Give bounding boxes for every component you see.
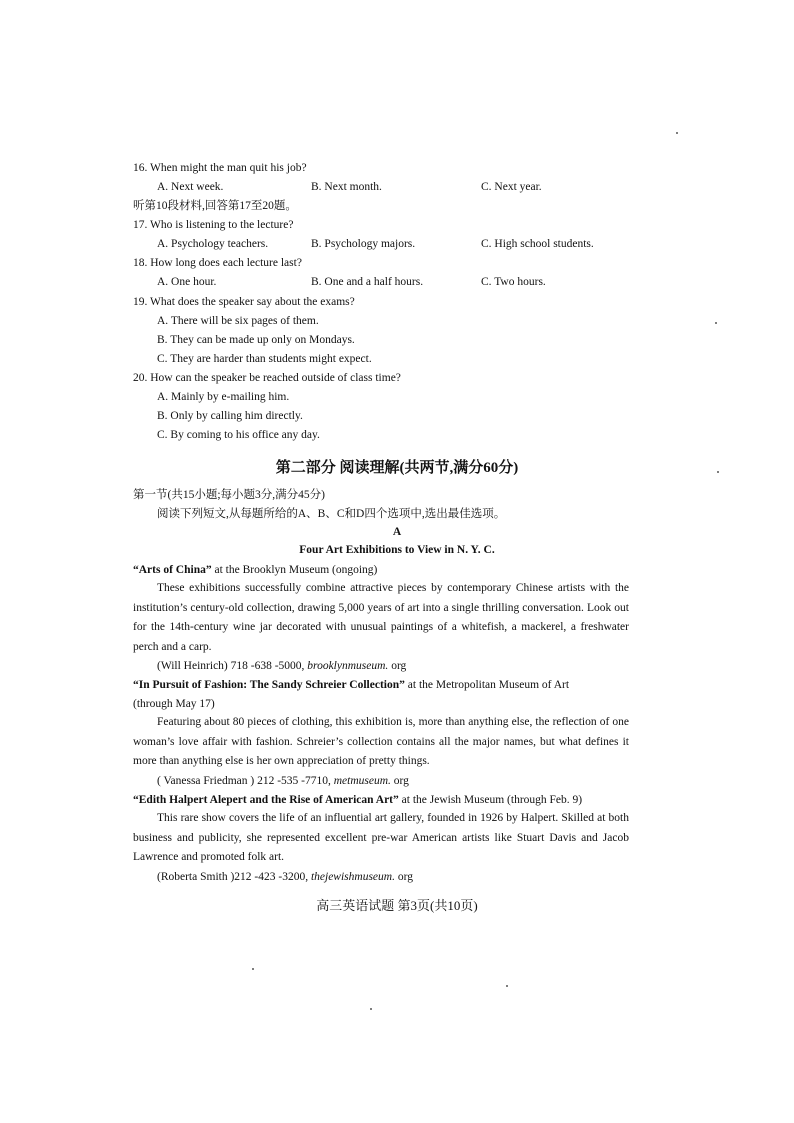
question-19-stem: 19. What does the speaker say about the exams? <box>133 296 355 308</box>
question-19-option-b: B. They can be made up only on Mondays. <box>157 334 355 346</box>
exhibition-3-website-tld: org <box>394 871 413 883</box>
exhibition-1-contact-info: (Will Heinrich) 718 -638 -5000, <box>157 660 308 672</box>
exhibition-2-website-tld: org <box>390 775 409 787</box>
scan-speck <box>676 132 678 134</box>
question-17-option-a: A. Psychology teachers. <box>157 238 269 250</box>
exhibition-2-heading <box>133 678 569 692</box>
exhibition-1-website-tld: org <box>388 660 407 672</box>
exhibition-3-contact-info: (Roberta Smith )212 -423 -3200, <box>157 871 311 883</box>
page-footer: 高三英语试题 第3页(共10页) <box>316 898 478 913</box>
exhibition-3-description: This rare show covers the life of an influential art gallery, founded in 1926 by Halpert. Skilled at both business and publicity, she represented excellent pre-war American artists like Stuart Davis and Jacob Lawrence and promoted folk art. <box>133 812 629 863</box>
exhibition-1-venue: at the Brooklyn Museum (ongoing) <box>211 564 378 576</box>
question-19-option-a: A. There will be six pages of them. <box>157 315 319 327</box>
question-16-option-a: A. Next week. <box>157 181 224 193</box>
reading-instruction: 阅读下列短文,从每题所给的A、B、C和D四个选项中,选出最佳选项。 <box>157 508 506 520</box>
question-20-option-b: B. Only by calling him directly. <box>157 410 303 422</box>
question-20-option-a: A. Mainly by e-mailing him. <box>157 391 290 403</box>
exhibition-1-website: brooklynmuseum. <box>307 660 389 672</box>
exhibition-2-venue: at the Metropolitan Museum of Art <box>404 679 570 691</box>
exhibition-3-website: thejewishmuseum. <box>310 871 395 883</box>
part-two-title: 第二部分 阅读理解(共两节,满分60分) <box>275 460 519 476</box>
exhibition-1-heading <box>133 563 377 577</box>
listening-section-note: 听第10段材料,回答第17至20题。 <box>133 200 297 212</box>
exhibition-2-name: “In Pursuit of Fashion: The Sandy Schreier Collection” <box>133 679 405 691</box>
exhibition-2-contact-info: ( Vanessa Friedman ) 212 -535 -7710, <box>157 775 334 787</box>
question-18-option-a: A. One hour. <box>157 276 217 288</box>
question-16-option-c: C. Next year. <box>481 181 542 193</box>
question-17-stem: 17. Who is listening to the lecture? <box>133 219 294 231</box>
question-18-option-b: B. One and a half hours. <box>311 276 424 288</box>
question-19-option-c: C. They are harder than students might expect. <box>157 353 372 365</box>
scan-speck <box>506 985 508 987</box>
question-20-stem: 20. How can the speaker be reached outside of class time? <box>133 372 401 384</box>
question-18-stem: 18. How long does each lecture last? <box>133 257 302 269</box>
scan-speck <box>370 1008 372 1010</box>
exhibition-2-contact <box>157 774 409 788</box>
section-one-header: 第一节(共15小题;每小题3分,满分45分) <box>133 489 325 501</box>
exhibition-3-name: “Edith Halpert Alepert and the Rise of American Art” <box>133 794 399 806</box>
question-16-option-b: B. Next month. <box>311 181 382 193</box>
exhibition-3-contact <box>157 870 413 884</box>
exhibition-3-venue: at the Jewish Museum (through Feb. 9) <box>398 794 583 806</box>
exhibition-2-description: Featuring about 80 pieces of clothing, this exhibition is, more than anything else, the reflection of one woman’s love affair with fashion. Schreier’s collection contains all the major names, but what defines it more than anything else is her own appreciation of pretty things. <box>133 716 629 767</box>
passage-letter: A <box>392 526 402 538</box>
scan-speck <box>715 322 717 324</box>
question-17-option-c: C. High school students. <box>481 238 594 250</box>
scan-speck <box>252 968 254 970</box>
question-18-option-c: C. Two hours. <box>481 276 546 288</box>
exhibition-1-description: These exhibitions successfully combine attractive pieces by contemporary Chinese artists with the institution’s century-old collection, drawing 5,000 years of art into a single thrilling conversation. Look out for the 14th-century wine jar decorated with unusual paintings of a whitefish, a mackerel, a freshwater perch and a carp. <box>133 582 629 653</box>
exhibition-1-name: “Arts of China” <box>133 564 212 576</box>
question-17-option-b: B. Psychology majors. <box>311 238 416 250</box>
exhibition-2-dates: (through May 17) <box>133 698 215 710</box>
exhibition-3-heading <box>133 793 582 807</box>
question-16-stem: 16. When might the man quit his job? <box>133 162 307 174</box>
exhibition-1-contact <box>157 659 406 673</box>
exhibition-2-website: metmuseum. <box>333 775 391 787</box>
question-20-option-c: C. By coming to his office any day. <box>157 429 320 441</box>
passage-title: Four Art Exhibitions to View in N. Y. C. <box>299 544 495 556</box>
